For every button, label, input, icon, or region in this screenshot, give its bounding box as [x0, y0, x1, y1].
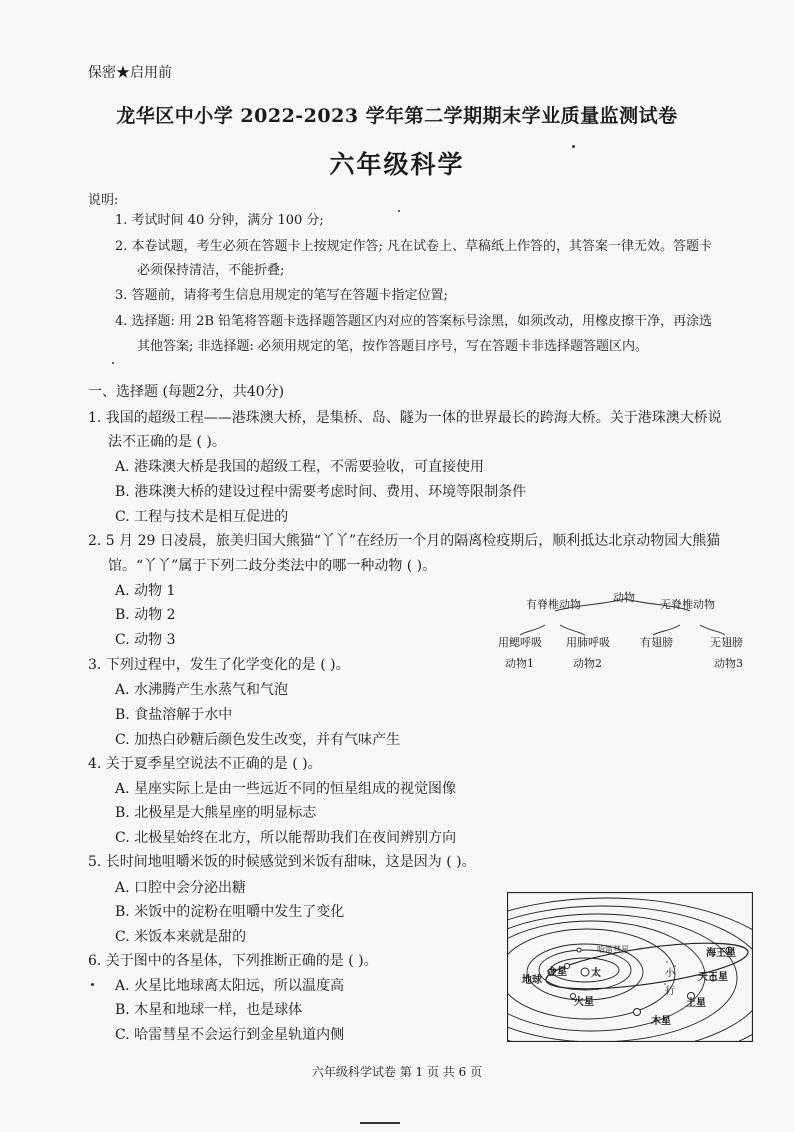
question-5-option-b: B. 米饭中的淀粉在咀嚼中发生了变化 [115, 904, 345, 920]
scan-speck [112, 362, 114, 364]
question-5-option-a: A. 口腔中会分泌出糖 [115, 880, 247, 896]
section-heading: 一、选择题 (每题2分，共40分) [88, 384, 285, 400]
page-footer: 六年级科学试卷 第 1 页 共 6 页 [311, 1065, 483, 1079]
question-1-option-b: B. 港珠澳大桥的建设过程中需要考虑时间、费用、环境等限制条件 [115, 484, 527, 500]
label-uranus: 天王星 [698, 972, 728, 983]
question-3-option-c: C. 加热白砂糖后颜色发生改变，并有气味产生 [115, 732, 401, 748]
question-2-option-b: B. 动物 2 [115, 607, 176, 623]
question-3-line-1: 3. 下列过程中，发生了化学变化的是 ( )。 [88, 657, 350, 673]
question-6-option-c: C. 哈雷彗星不会运行到金星轨道内侧 [115, 1027, 345, 1043]
label-halley-comet: 哈雷彗星 [597, 945, 629, 954]
tree-root-label: 动物 [613, 591, 635, 604]
tree-animal-2-label: 动物2 [573, 657, 602, 670]
instruction-2: 2. 本卷试题，考生必须在答题卡上按规定作答; 凡在试卷上、草稿纸上作答的，其答案一律无效。答题卡 [115, 239, 713, 254]
tree-animal-3-label: 动物3 [714, 657, 743, 670]
scan-speck [572, 145, 575, 148]
label-venus: 金星 [547, 967, 567, 978]
label-mars: 火星 [574, 997, 594, 1008]
question-2-line-1: 2. 5 月 29 日凌晨，旅美归国大熊猫“丫丫”在经历一个月的隔离检疫期后，顺利抵达北京动物园大熊猫 [88, 533, 721, 549]
question-1-line-2: 法不正确的是 ( )。 [108, 434, 226, 450]
instruction-4: 4. 选择题: 用 2B 铅笔将答题卡选择题答题区内对应的答案标号涂黑，如须改动，用橡皮擦干净，再涂选 [115, 314, 713, 329]
label-jupiter: 木星 [651, 1016, 671, 1027]
question-1-option-a: A. 港珠澳大桥是我国的超级工程，不需要验收，可直接使用 [115, 459, 485, 475]
label-asteroid-2: 行 [665, 986, 675, 997]
tree-lung-label: 用肺呼吸 [566, 636, 610, 649]
label-neptune: 海王星 [706, 948, 736, 959]
question-4-option-c: C. 北极星始终在北方，所以能帮助我们在夜间辨别方向 [115, 830, 457, 846]
tree-invertebrate-label: 无脊椎动物 [660, 598, 715, 611]
solar-system-diagram [507, 892, 753, 1042]
question-4-option-b: B. 北极星是大熊星座的明显标志 [115, 805, 317, 821]
question-3-option-a: A. 水沸腾产生水蒸气和气泡 [115, 682, 289, 698]
question-2-option-c: C. 动物 3 [115, 632, 176, 648]
scan-speck [360, 1122, 400, 1124]
confidential-mark: 保密★启用前 [88, 65, 172, 81]
question-3-option-b: B. 食盐溶解于水中 [115, 707, 233, 723]
scan-speck [398, 210, 400, 212]
label-asteroid-1: 小 [665, 968, 675, 979]
scan-speck [91, 983, 94, 986]
tree-vertebrate-label: 有脊椎动物 [526, 598, 581, 611]
question-4-option-a: A. 星座实际上是由一些远近不同的恒星组成的视觉图像 [115, 781, 457, 797]
exam-subject: 六年级科学 [329, 150, 465, 179]
question-6-line-1: 6. 关于图中的各星体，下列推断正确的是 ( )。 [88, 953, 378, 969]
question-6-option-a: A. 火星比地球离太阳远，所以温度高 [115, 978, 345, 994]
question-4-line-1: 4. 关于夏季星空说法不正确的是 ( )。 [88, 756, 322, 772]
label-earth: 地球 [522, 975, 542, 986]
instruction-3: 3. 答题前，请将考生信息用规定的笔写在答题卡指定位置; [115, 288, 448, 303]
tree-gill-label: 用鳃呼吸 [498, 636, 542, 649]
tree-no-wings-label: 无翅膀 [710, 636, 743, 649]
instruction-4-cont: 其他答案; 非选择题: 必须用规定的笔，按作答题目序号，写在答题卡非选择题答题区内。 [137, 339, 649, 354]
question-5-line-1: 5. 长时间地咀嚼米饭的时候感觉到米饭有甜味，这是因为 ( )。 [88, 854, 476, 870]
question-6-option-b: B. 木星和地球一样，也是球体 [115, 1002, 303, 1018]
label-sun: 太 [591, 968, 601, 979]
tree-animal-1-label: 动物1 [505, 657, 534, 670]
question-2-line-2: 馆。“丫丫”属于下列二歧分类法中的哪一种动物 ( )。 [108, 558, 437, 574]
instruction-2-cont: 必须保持清洁，不能折叠; [137, 263, 285, 278]
question-1-line-1: 1. 我国的超级工程——港珠澳大桥，是集桥、岛、隧为一体的世界最长的跨海大桥。关于港珠澳大桥说 [88, 410, 722, 426]
question-5-option-c: C. 米饭本来就是甜的 [115, 929, 247, 945]
exam-title: 龙华区中小学 2022-2023 学年第二学期期末学业质量监测试卷 [116, 105, 678, 127]
instructions-label: 说明: [88, 193, 119, 208]
label-saturn: 土星 [686, 998, 706, 1009]
question-2-option-a: A. 动物 1 [115, 583, 176, 599]
question-1-option-c: C. 工程与技术是相互促进的 [115, 509, 289, 525]
instruction-1: 1. 考试时间 40 分钟，满分 100 分; [115, 213, 324, 228]
tree-wings-label: 有翅膀 [640, 636, 673, 649]
